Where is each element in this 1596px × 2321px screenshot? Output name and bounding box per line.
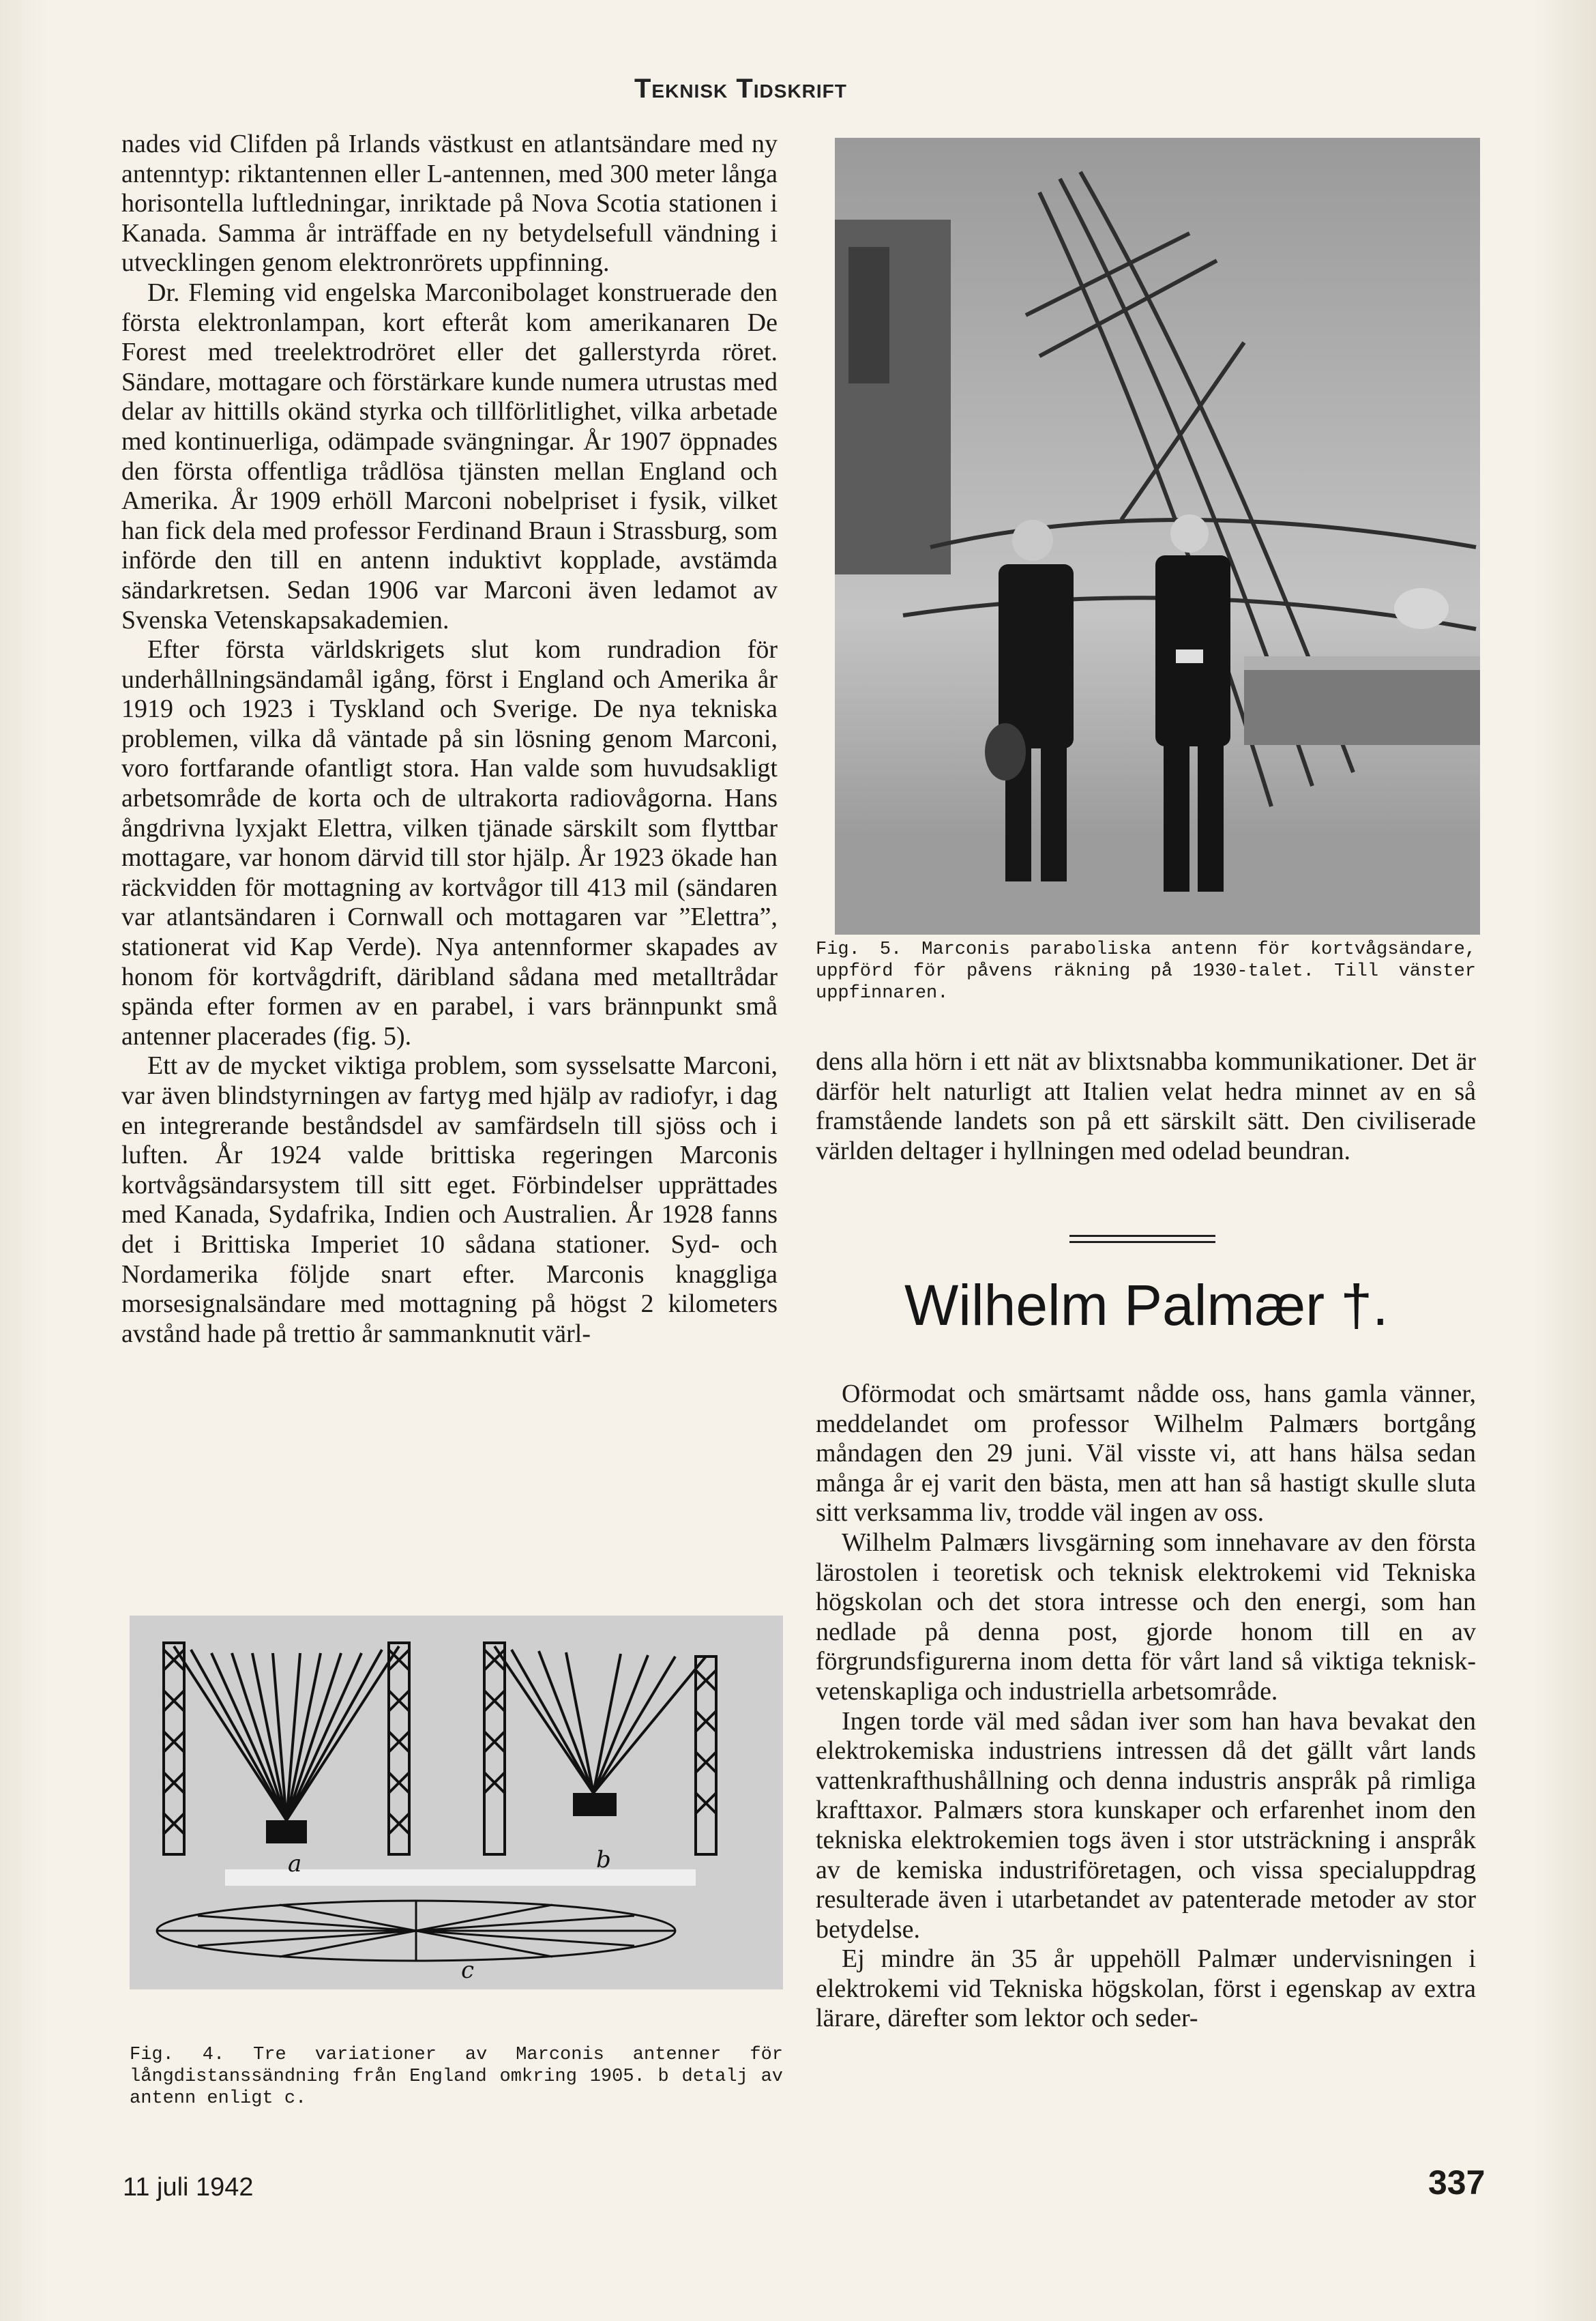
section-divider [1069, 1235, 1215, 1243]
parabolic-antenna-photo [835, 138, 1480, 935]
antenna-diagram [130, 1616, 783, 1989]
obituary-body [816, 1380, 1476, 2034]
page-number: 337 [1428, 2163, 1486, 2202]
figure-label-c: c [461, 1957, 475, 1984]
right-column-continuation [816, 1047, 1476, 1166]
figure-5-caption: Fig. 5. Marconis paraboliska antenn för kortvågsändare, uppförd för påvens räkning på 1930-talet. Till vänster uppfinnaren. [816, 939, 1476, 1004]
journal-header: Teknisk Tidskrift [634, 74, 847, 104]
left-column [121, 130, 778, 1349]
figure-label-a: a [288, 1850, 302, 1878]
figure-4-caption: Fig. 4. Tre variationer av Marconis antenner för långdistanssändning från England omkring 1905. b detalj av antenn enligt c. [130, 2045, 783, 2109]
figure-4-antenna-drawings [130, 1616, 783, 1989]
paragraph: nades vid Clifden på Irlands västkust en atlantsändare med ny antenntyp: riktantennen eller L-antennen, med 300 meter långa horisontella luftledningar, inriktade på Nova Scotia stationen i Kanada. Samma år inträffade en ny betydelsefull vändning i utvecklingen genom elektronrörets uppfinning. [121, 130, 778, 278]
figure-label-b: b [596, 1846, 611, 1873]
paragraph: Efter första världskrigets slut kom rundradion för underhållningsändamål igång, först i England och Amerika år 1919 och 1923 i Tyskland och Sverige. De nya tekniska problemen, vilka då väntade på sin lösning genom Marconi, voro fortfarande ofantligt stora. Han valde som huvudsakligt arbetsområde de korta och de ultrakorta radiovågorna. Hans ångdrivna lyxjakt Elettra, vilken tjänade särskilt som flyttbar mottagare, var honom därvid till stor hjälp. År 1923 ökade han räckvidden för mottagning av kortvågor till 413 mil (sändaren var atlantsändaren i Cornwall och mottagaren var ”Elettra”, stationerat vid Kap Verde). Nya antennformer skapades av honom för kortvågdrift, däribland sådana med metalltrådar spända efter formen av en parabel, i vars brännpunkt små antenner placerades (fig. 5). [121, 635, 778, 1051]
obituary-title: Wilhelm Palmær †. [904, 1273, 1389, 1337]
paragraph: Ett av de mycket viktiga problem, som sysselsatte Marconi, var även blindstyrningen av fartyg med hjälp av radiofyr, i dag en integrerande beståndsdel av samfärdseln till sjöss och i luften. År 1924 valde brittiska regeringen Marconis kortvågsändarsystem till sitt eget. Förbindelser upprättades med Kanada, Sydafrika, Indien och Australien. År 1928 fanns det i Brittiska Imperiet 10 sådana stationer. Syd- och Nordamerika följde snart efter. Marconis knaggliga morsesignalsändare med mottagning på högst 2 kilometers avstånd hade på trettio år sammanknutit värl- [121, 1051, 778, 1348]
paragraph: Ej mindre än 35 år uppehöll Palmær undervisningen i elektrokemi vid Tekniska högskolan, först i egenskap av extra lärare, därefter som lektor och seder- [816, 1944, 1476, 2033]
figure-5-photo [835, 138, 1480, 935]
paragraph: Wilhelm Palmærs livsgärning som innehavare av den första lärostolen i teoretisk och teknisk elektrokemi vid Tekniska högskolan och det stora intresse och den energi, som han nedlade på denna post, gjorde honom till en av förgrundsfigurerna inom detta för vårt land så viktiga teknisk-vetenskapliga och industriella arbetsområde. [816, 1528, 1476, 1706]
paragraph: Oförmodat och smärtsamt nådde oss, hans gamla vänner, meddelandet om professor Wilhelm Palmærs bortgång måndagen den 29 juni. Väl visste vi, att hans hälsa sedan många år ej varit den bästa, men att han så hastigt skulle sluta sitt verksamma liv, trodde väl ingen av oss. [816, 1380, 1476, 1528]
paragraph: Ingen torde väl med sådan iver som han hava bevakat den elektrokemiska industriens intressen då det gällt vårt lands vattenkrafthushållning och denna industris anspråk på rimliga krafttaxor. Palmærs stora kunskaper och erfarenhet inom den tekniska elektrokemien togs även i stor utsträckning i anspråk av de kemiska industriföretagen, och vissa specialuppdrag resulterade även i utarbetandet av patenterade metoder av stor betydelse. [816, 1706, 1476, 1944]
antenna-c [157, 1901, 675, 1961]
paragraph: Dr. Fleming vid engelska Marconibolaget konstruerade den första elektronlampan, kort efteråt kom amerikanaren De Forest med treelektrodröret eller det gallerstyrda röret. Sändare, mottagare och förstärkare kunde numera utrustas med delar av hittills okänd styrka och tillförlitlighet, vilka arbetade med kontinuerliga, odämpade svängningar. År 1907 öppnades den första offentliga trådlösa tjänsten mellan England och Amerika. År 1909 erhöll Marconi nobelpriset i fysik, vilket han fick dela med professor Ferdinand Braun i Strassburg, som införde den till en antenn induktivt kopplade, avstämda sändarkretsen. Sedan 1906 var Marconi även ledamot av Svenska Vetenskapsakademien. [121, 278, 778, 634]
paragraph: dens alla hörn i ett nät av blixtsnabba kommunikationer. Det är därför helt naturligt att Italien velat hedra minnet av en så framstående landets son på ett särskilt sätt. Den civiliserade världen deltager i hyllningen med odelad beundran. [816, 1047, 1476, 1165]
issue-date: 11 juli 1942 [123, 2173, 254, 2202]
